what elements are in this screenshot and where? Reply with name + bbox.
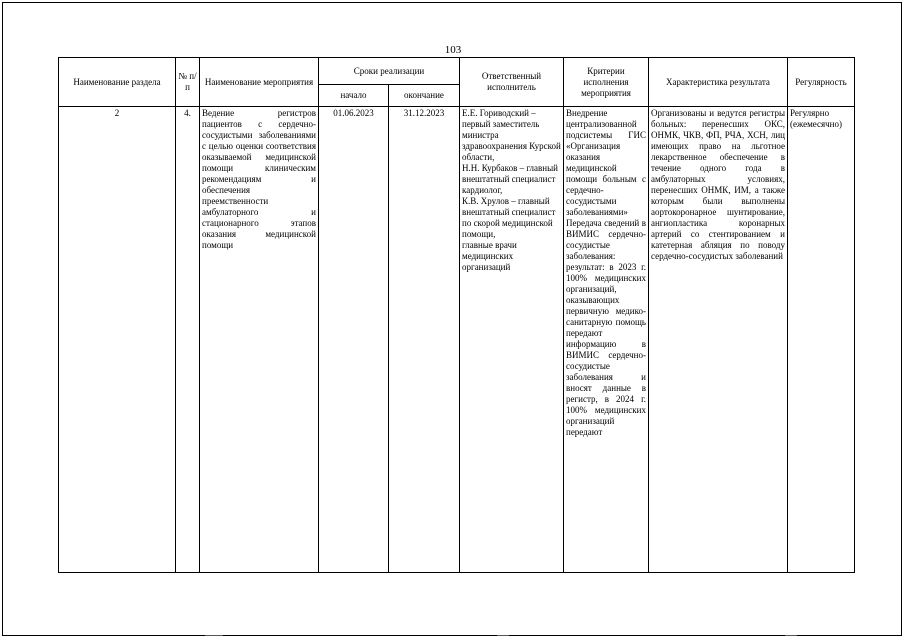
header-regularity: Регулярность xyxy=(788,58,855,107)
cell-section: 2 xyxy=(59,107,176,573)
table-row xyxy=(59,107,855,573)
cell-result: Организованы и ведутся регистры больных: перенесших ОКС, ОНМК, ЧКВ, ФП, РЧА, ХСН, лиц имеющих право на льготное лекарственное обеспечение в течение одного года в амбулаторных условиях, перенесших ОНМК, ИМ, а также которым были выполнены аортокоронарное шунтирование, ангиопластика коронарных артерий со стентированием и катетерная абляция по поводу сердечно-сосудистых заболеваний xyxy=(649,107,788,573)
cell-start: 01.06.2023 xyxy=(319,107,389,573)
cell-regularity: Регулярно (ежемесячно) xyxy=(788,107,855,573)
header-event: Наименование мероприятия xyxy=(200,58,319,107)
header-criteria: Критерии исполнения мероприятия xyxy=(564,58,649,107)
header-section: Наименование раздела xyxy=(59,58,176,107)
header-start: начало xyxy=(319,85,389,107)
header-num: № п/п xyxy=(176,58,200,107)
executor-line: Н.Н. Курбаков – главный внештатный специалист кардиолог, xyxy=(462,163,558,195)
cell-end: 31.12.2023 xyxy=(389,107,460,573)
executor-line: К.В. Хрулов – главный внештатный специалист по скорой медицинской помощи, xyxy=(462,196,556,239)
header-period: Сроки реализации xyxy=(319,58,460,85)
page-number: 103 xyxy=(444,44,462,56)
action-plan-table xyxy=(58,57,855,573)
header-executor: Ответственный исполнитель xyxy=(460,58,564,107)
cell-num: 4. xyxy=(176,107,200,573)
cell-executor xyxy=(460,107,564,573)
executor-line: Е.Е. Гориводский – первый заместитель министра здравоохранения Курской области, xyxy=(462,108,561,162)
header-result: Характеристика результата xyxy=(649,58,788,107)
scan-mark xyxy=(785,635,797,636)
scan-mark xyxy=(205,635,223,636)
executor-line: главные врачи медицинских организаций xyxy=(462,240,517,272)
cell-event: Ведение регистров пациентов с сердечно-сосудистыми заболеваниями с целью оценки соответствия оказываемой медицинской помощи клиническим рекомендациям и обеспечения преемственности амбулаторного и стационарного этапов оказания медицинской помощи xyxy=(200,107,319,573)
scan-mark xyxy=(497,635,509,636)
cell-criteria: Внедрение централизованной подсистемы ГИС «Организация оказания медицинской помощи больным с сердечно-сосудистыми заболеваниями» Передача сведений в ВИМИС сердечно-сосудистые заболевания: результат: в 2023 г. 100% медицинских организаций, оказывающих первичную медико-санитарную помощь передают информацию в ВИМИС сердечно-сосудистые заболевания и вносят данные в регистр, в 2024 г. 100% медицинских организаций передают xyxy=(564,107,649,573)
header-end: окончание xyxy=(389,85,460,107)
